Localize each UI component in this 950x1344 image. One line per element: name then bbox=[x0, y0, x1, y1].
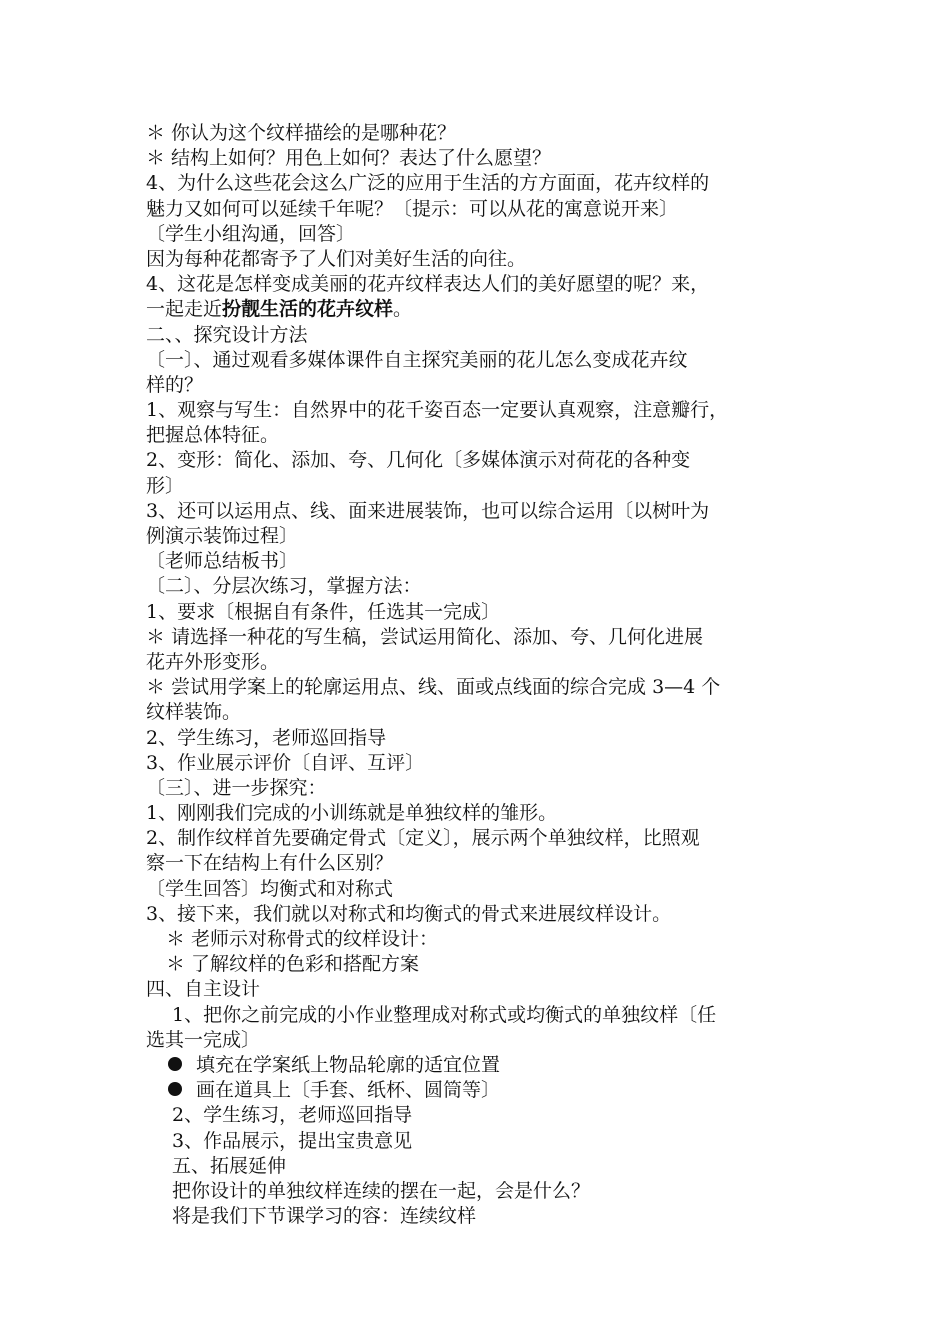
text-line: 〔学生小组沟通，回答〕 bbox=[146, 222, 356, 245]
text-line: ＊ 老师示对称骨式的纹样设计： bbox=[166, 928, 439, 950]
section-heading: 五、拓展延伸 bbox=[172, 1154, 287, 1177]
text-line: 〔一〕、通过观看多媒体课件自主探究美丽的花儿怎么变成花卉纹 bbox=[146, 348, 688, 371]
text-line: 例演示装饰过程〕 bbox=[146, 525, 299, 547]
text-line: 形〕 bbox=[146, 474, 185, 497]
text-line: 〔老师总结板书〕 bbox=[146, 550, 299, 573]
lesson-title: 扮靓生活的花卉纹样 bbox=[222, 298, 394, 321]
text-line: 4、这花是怎样变成美丽的花卉纹样表达人们的美好愿望的呢？来， bbox=[146, 273, 710, 296]
text-line: 2、学生练习，老师巡回指导 bbox=[146, 726, 387, 749]
bullet-item bbox=[146, 1053, 826, 1078]
text-line: 3、接下来，我们就以对称式和均衡式的骨式来进展纹样设计。 bbox=[146, 902, 672, 925]
bullet-text: 填充在学案纸上物品轮廓的适宜位置 bbox=[196, 1053, 501, 1076]
text-fragment: 。 bbox=[393, 298, 413, 321]
text-line: 选其一完成〕 bbox=[146, 1028, 261, 1051]
text-line: 样的？ bbox=[146, 373, 204, 396]
section-heading: 四、自主设计 bbox=[146, 978, 261, 1001]
text-line: 纹样装饰。 bbox=[146, 701, 242, 724]
document-body bbox=[146, 121, 826, 1229]
text-line: 1、把你之前完成的小作业整理成对称式或均衡式的单独纹样〔任 bbox=[172, 1003, 717, 1026]
text-line: 1、观察与写生：自然界中的花千姿百态一定要认真观察，注意瓣行， bbox=[146, 399, 729, 422]
text-line: 2、变形：简化、添加、夸、几何化〔多媒体演示对荷花的各种变 bbox=[146, 449, 691, 472]
text-line: 1、刚刚我们完成的小训练就是单独纹样的雏形。 bbox=[146, 802, 558, 825]
section-heading: 二、、探究设计方法 bbox=[146, 323, 308, 346]
text-fragment: 一起走近 bbox=[146, 298, 223, 321]
text-line: ＊ 了解纹样的色彩和搭配方案 bbox=[166, 953, 420, 976]
text-line: 3、作品展示，提出宝贵意见 bbox=[172, 1129, 413, 1152]
text-line: 因为每种花都寄予了人们对美好生活的向往。 bbox=[146, 247, 527, 270]
text-line: 1、要求〔根据自有条件，任选其一完成〕 bbox=[146, 600, 501, 623]
text-line-with-title bbox=[146, 297, 826, 322]
text-line: 花卉外形变形。 bbox=[146, 650, 280, 673]
text-line: 魅力又如何可以延续千年呢？〔提示：可以从花的寓意说开来〕 bbox=[146, 197, 679, 220]
text-line: 将是我们下节课学习的容：连续纹样 bbox=[172, 1205, 477, 1228]
text-line: 〔三〕、进一步探究： bbox=[146, 776, 327, 799]
text-line: ＊ 你认为这个纹样描绘的是哪种花？ bbox=[146, 122, 457, 144]
bullet-item bbox=[146, 1078, 826, 1103]
text-line: ＊ 请选择一种花的写生稿，尝试运用简化、添加、夸、几何化进展 bbox=[146, 625, 704, 648]
text-line: 察一下在结构上有什么区别？ bbox=[146, 852, 394, 875]
text-line: 3、还可以运用点、线、面来进展装饰，也可以综合运用〔以树叶为 bbox=[146, 499, 710, 522]
text-line: ＊ 结构上如何？用色上如何？表达了什么愿望？ bbox=[146, 147, 552, 170]
text-line: 把你设计的单独纹样连续的摆在一起，会是什么？ bbox=[172, 1179, 591, 1202]
text-line: 3、作业展示评价〔自评、互评〕 bbox=[146, 751, 425, 774]
text-line: 2、学生练习，老师巡回指导 bbox=[172, 1104, 413, 1127]
text-line: 〔学生回答〕均衡式和对称式 bbox=[146, 877, 394, 900]
bullet-text: 画在道具上〔手套、纸杯、圆筒等〕 bbox=[196, 1079, 501, 1102]
text-line: 4、为什么这些花会这么广泛的应用于生活的方方面面，花卉纹样的 bbox=[146, 172, 710, 195]
text-line: 把握总体特征。 bbox=[146, 424, 280, 447]
text-line: ＊ 尝试用学案上的轮廓运用点、线、面或点线面的综合完成 3—4 个 bbox=[146, 676, 721, 699]
text-line: 〔二〕、分层次练习，掌握方法： bbox=[146, 575, 422, 598]
bullet-dot-icon bbox=[168, 1057, 182, 1071]
text-line: 2、制作纹样首先要确定骨式〔定义〕，展示两个单独纹样，比照观 bbox=[146, 827, 700, 850]
bullet-dot-icon bbox=[168, 1082, 182, 1096]
